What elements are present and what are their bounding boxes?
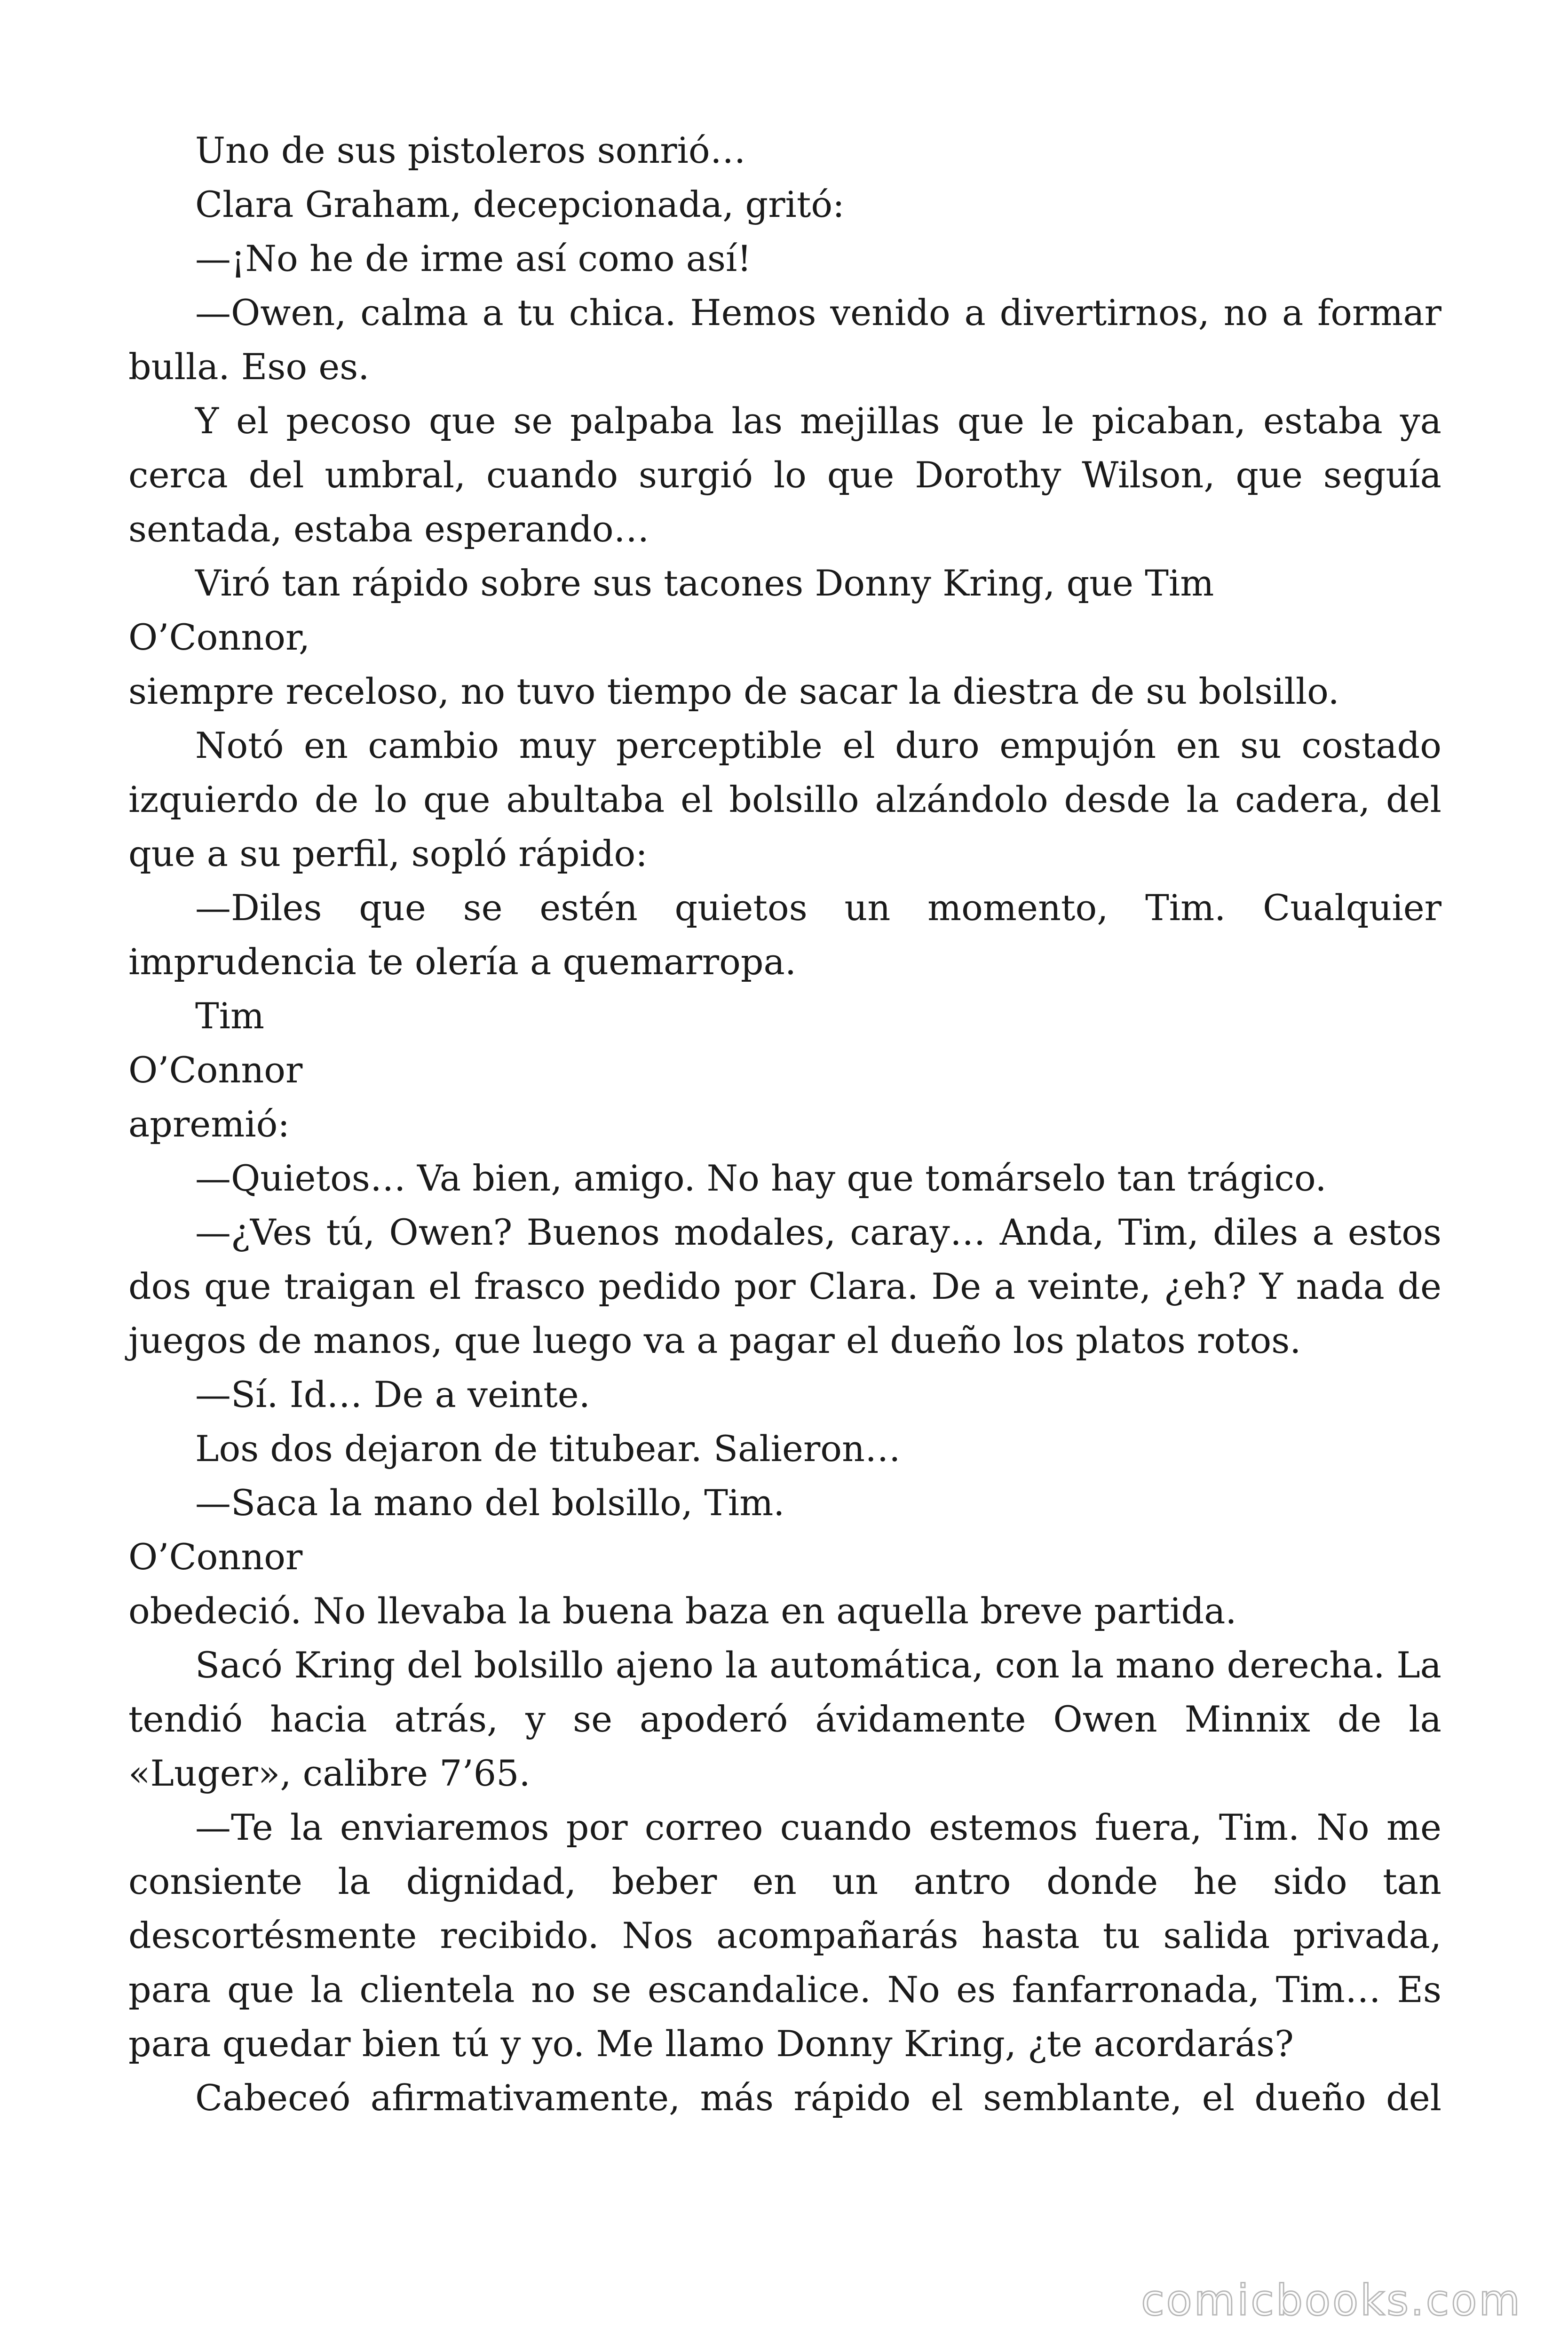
paragraph: —Diles que se estén quietos un momento, Tim. Cualquier imprudencia te olería a quemarropa. [128, 887, 1441, 983]
paragraph: Clara Graham, decepcionada, gritó: [195, 183, 845, 225]
paragraph: O’Connor, [128, 616, 310, 658]
paragraph: apremió: [128, 1103, 290, 1145]
paragraph: O’Connor [128, 1536, 303, 1578]
paragraph: —Saca la mano del bolsillo, Tim. [195, 1482, 785, 1524]
paragraph: —Quietos… Va bien, amigo. No hay que tomárselo tan trágico. [195, 1157, 1327, 1199]
paragraph: Viró tan rápido sobre sus tacones Donny Kring, que Tim [195, 562, 1214, 604]
paragraph: Cabeceó afirmativamente, más rápido el semblante, el dueño del [195, 2077, 1441, 2119]
watermark: comicbooks.com [1141, 2276, 1522, 2325]
paragraph: Los dos dejaron de titubear. Salieron… [195, 1428, 901, 1470]
paragraph: siempre receloso, no tuvo tiempo de sacar la diestra de su bolsillo. [128, 670, 1339, 712]
page-text [128, 123, 1441, 2125]
paragraph: —¿Ves tú, Owen? Buenos modales, caray… Anda, Tim, diles a estos dos que traigan el frasco pedido por Clara. De a veinte, ¿eh? Y nada de juegos de manos, que luego va a pagar el dueño los platos rotos. [128, 1211, 1441, 1361]
paragraph: Tim [195, 995, 265, 1037]
paragraph: obedeció. No llevaba la buena baza en aquella breve partida. [128, 1590, 1237, 1632]
paragraph: O’Connor [128, 1049, 303, 1091]
paragraph: Sacó Kring del bolsillo ajeno la automática, con la mano derecha. La tendió hacia atrás, y se apoderó ávidamente Owen Minnix de la «Luger», calibre 7’65. [128, 1644, 1441, 1794]
paragraph: —Owen, calma a tu chica. Hemos venido a divertirnos, no a formar bulla. Eso es. [128, 292, 1441, 388]
paragraph: Uno de sus pistoleros sonrió… [195, 129, 746, 171]
paragraph: Y el pecoso que se palpaba las mejillas que le picaban, estaba ya cerca del umbral, cuando surgió lo que Dorothy Wilson, que seguía sentada, estaba esperando… [128, 400, 1441, 550]
paragraph: —¡No he de irme así como así! [195, 238, 752, 279]
paragraph: —Te la enviaremos por correo cuando estemos fuera, Tim. No me consiente la dignidad, beber en un antro donde he sido tan descortésmente recibido. Nos acompañarás hasta tu salida privada, para que la clientela no se escandalice. No es fanfarronada, Tim… Es para quedar bien tú y yo. Me llamo Donny Kring, ¿te acordarás? [128, 1806, 1441, 2065]
paragraph: —Sí. Id… De a veinte. [195, 1374, 590, 1415]
paragraph: Notó en cambio muy perceptible el duro empujón en su costado izquierdo de lo que abultaba el bolsillo alzándolo desde la cadera, del que a su perfil, sopló rápido: [128, 724, 1441, 874]
